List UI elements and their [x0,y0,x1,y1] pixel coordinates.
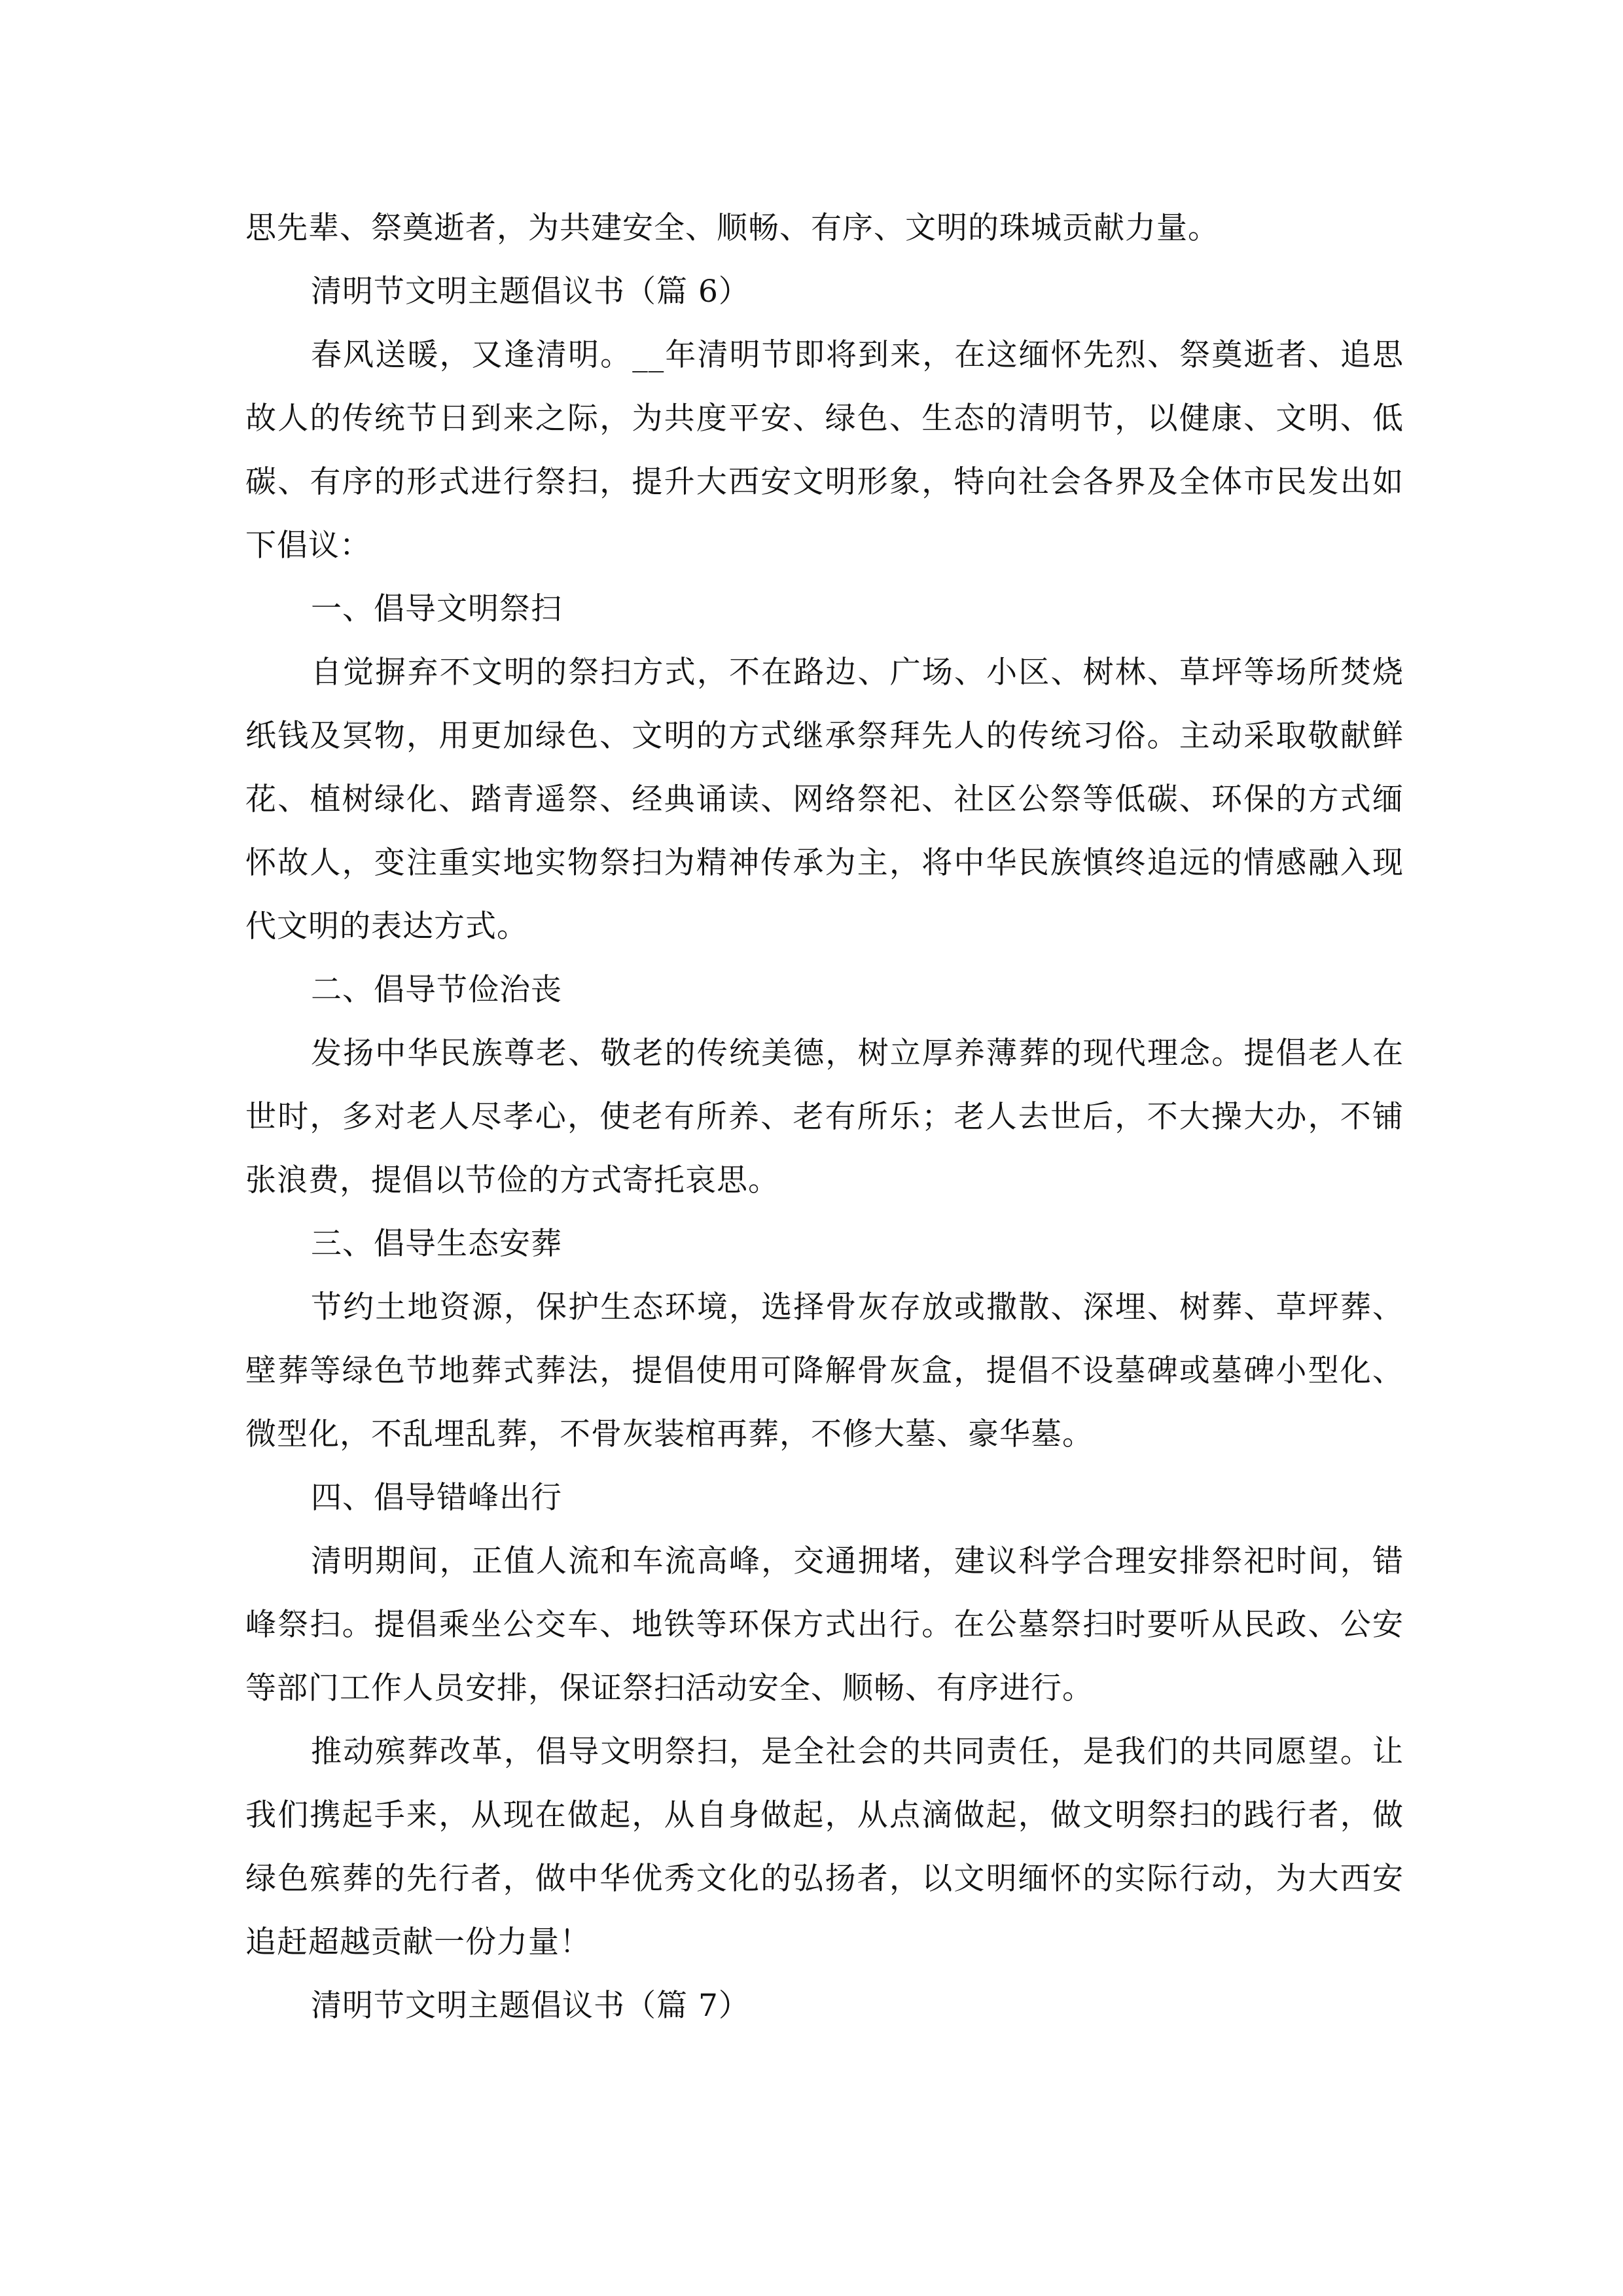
heading-off-peak-travel: 四、倡导错峰出行 [311,1480,562,1516]
paragraph-off-peak-travel: 清明期间，正值人流和车流高峰，交通拥堵，建议科学合理安排祭祀时间，错峰祭扫。提倡乘坐公交车、地铁等环保方式出行。在公墓祭扫时要听从民政、公安等部门工作人员安排，保证祭扫活动安全、顺畅、有序进行。 [245,1543,1404,1706]
paragraph-frugal-funeral: 发扬中华民族尊老、敬老的传统美德，树立厚养薄葬的现代理念。提倡老人在世时，多对老人尽孝心，使老有所养、老有所乐；老人去世后，不大操大办，不铺张浪费，提倡以节俭的方式寄托哀思。 [245,1035,1404,1198]
paragraph-eco-burial: 节约土地资源，保护生态环境，选择骨灰存放或撒散、深埋、树葬、草坪葬、壁葬等绿色节地葬式葬法，提倡使用可降解骨灰盒，提倡不设墓碑或墓碑小型化、微型化，不乱埋乱葬，不骨灰装棺再葬，不修大墓、豪华墓。 [245,1289,1404,1452]
section-title-part-6: 清明节文明主题倡议书（篇 6） [311,274,750,310]
paragraph-intro: 春风送暖，又逢清明。__年清明节即将到来，在这缅怀先烈、祭奠逝者、追思故人的传统节日到来之际，为共度平安、绿色、生态的清明节，以健康、文明、低碳、有序的形式进行祭扫，提升大西安文明形象，特向社会各界及全体市民发出如下倡议： [245,337,1404,564]
paragraph-closing: 推动殡葬改革，倡导文明祭扫，是全社会的共同责任，是我们的共同愿望。让我们携起手来，从现在做起，从自身做起，从点滴做起，做文明祭扫的践行者，做绿色殡葬的先行者，做中华优秀文化的弘扬者，以文明缅怀的实际行动，为大西安追赶超越贡献一份力量！ [245,1734,1404,1960]
document-page [245,196,1404,2037]
paragraph-civilized-sweeping: 自觉摒弃不文明的祭扫方式，不在路边、广场、小区、树林、草坪等场所焚烧纸钱及冥物，用更加绿色、文明的方式继承祭拜先人的传统习俗。主动采取敬献鲜花、植树绿化、踏青遥祭、经典诵读、网络祭祀、社区公祭等低碳、环保的方式缅怀故人，变注重实地实物祭扫为精神传承为主，将中华民族慎终追远的情感融入现代文明的表达方式。 [245,655,1404,944]
heading-eco-burial: 三、倡导生态安葬 [311,1226,562,1262]
heading-civilized-sweeping: 一、倡导文明祭扫 [311,591,562,627]
section-title-part-7: 清明节文明主题倡议书（篇 7） [311,1988,750,2024]
heading-frugal-funeral: 二、倡导节俭治丧 [311,972,562,1008]
paragraph-continuation: 思先辈、祭奠逝者，为共建安全、顺畅、有序、文明的珠城贡献力量。 [245,210,1219,246]
